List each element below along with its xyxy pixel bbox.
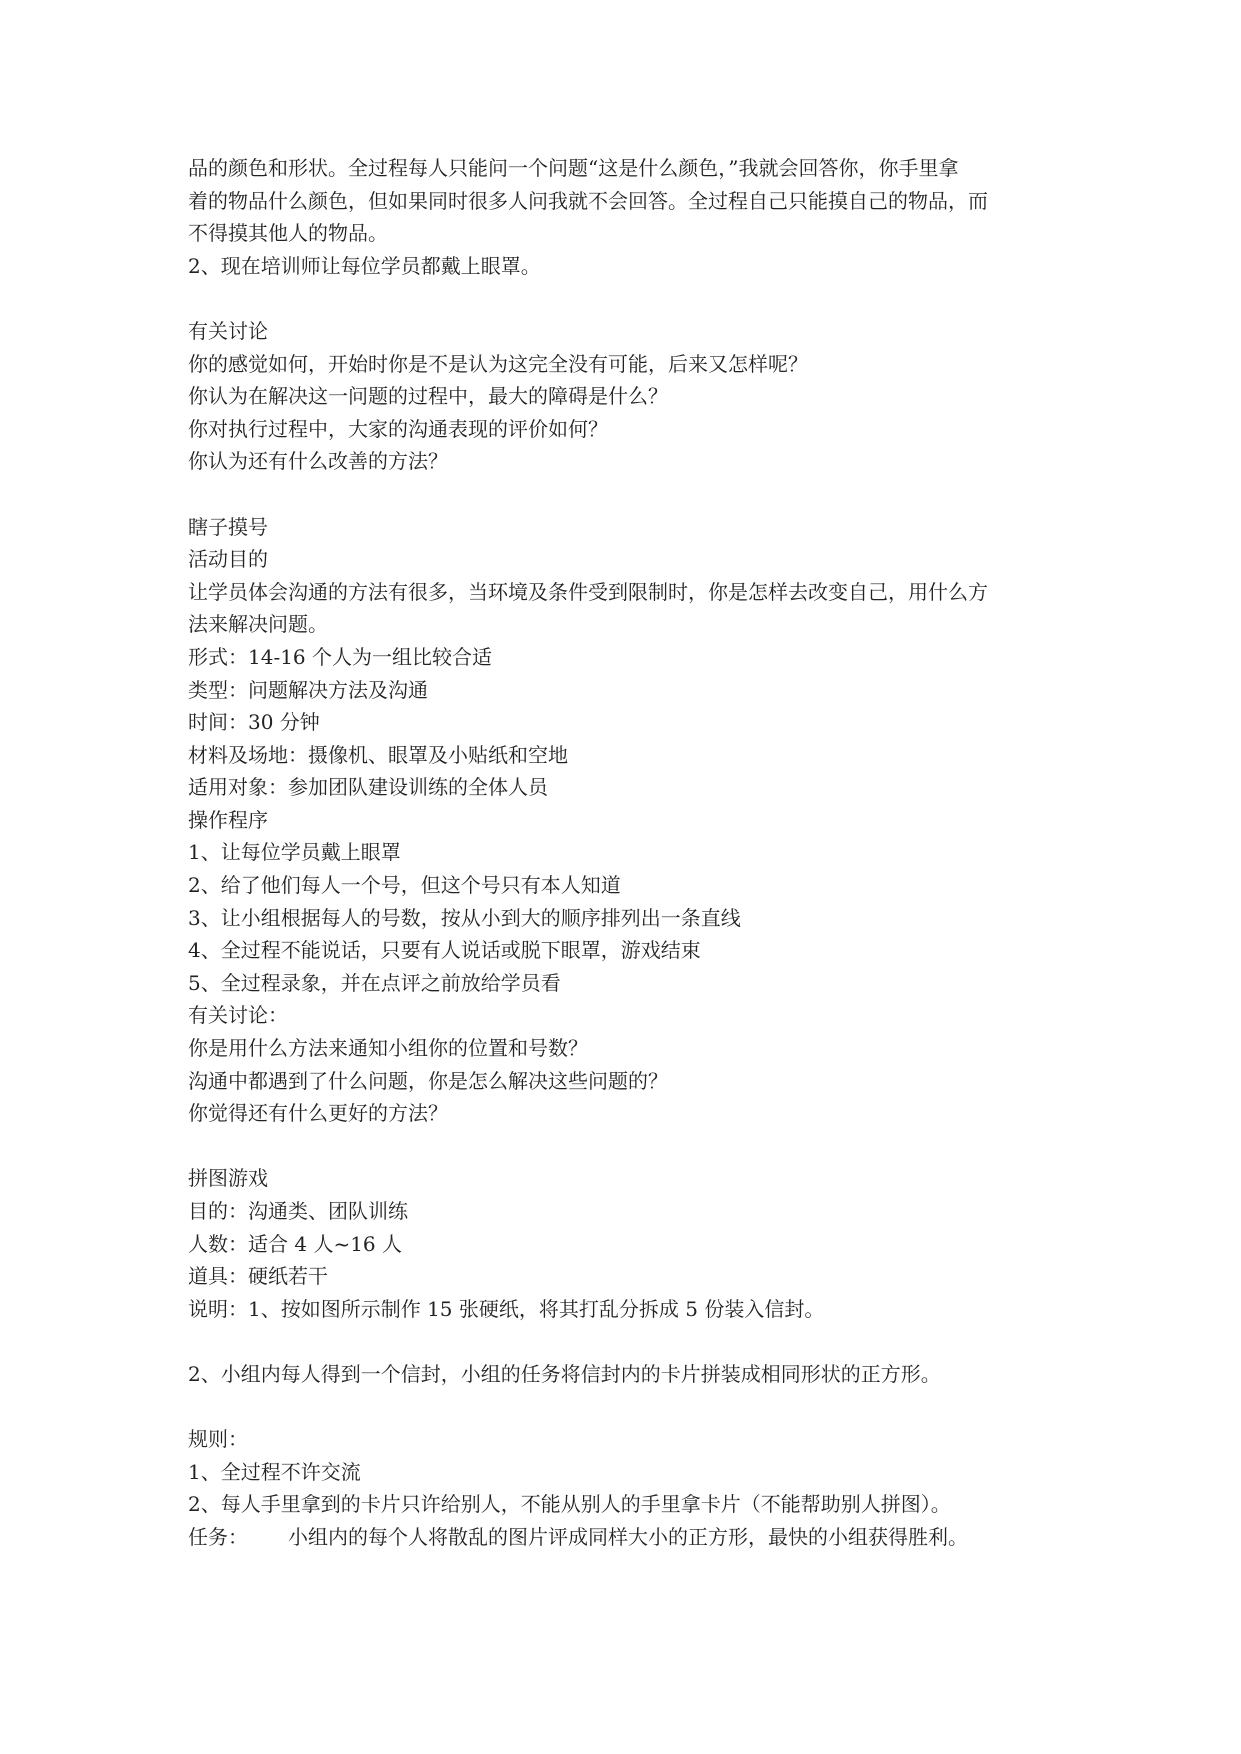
discussion-heading: 有关讨论： [188,1003,288,1028]
section-title-blind-number: 瞎子摸号 [188,514,268,539]
procedure-step: 2、给了他们每人一个号，但这个号只有本人知道 [188,873,621,898]
puzzle-people: 人数：适合 4 人~16 人 [188,1231,403,1256]
rule-item: 1、全过程不许交流 [188,1459,361,1484]
section-title-puzzle: 拼图游戏 [188,1166,268,1191]
intro-line: 不得摸其他人的物品。 [188,221,388,246]
spacer [188,478,1068,511]
puzzle-instructions: 2、小组内每人得到一个信封，小组的任务将信封内的卡片拼装成相同形状的正方形。 [188,1361,941,1386]
type-info: 类型：问题解决方法及沟通 [188,677,428,702]
discussion-question: 沟通中都遇到了什么问题，你是怎么解决这些问题的？ [188,1068,668,1093]
procedure-step: 3、让小组根据每人的号数，按从小到大的顺序排列出一条直线 [188,905,741,930]
rule-item: 2、每人手里拿到的卡片只许给别人，不能从别人的手里拿卡片（不能帮助别人拼图）。 [188,1492,951,1517]
discussion-question: 你对执行过程中，大家的沟通表现的评价如何？ [188,416,608,441]
discussion-question: 你是用什么方法来通知小组你的位置和号数？ [188,1036,588,1061]
spacer [188,1325,1068,1358]
procedure-heading: 操作程序 [188,807,268,832]
time-info: 时间：30 分钟 [188,710,320,735]
purpose-heading: 活动目的 [188,547,268,572]
document-body [188,152,1068,1554]
purpose-line: 让学员体会沟通的方法有很多，当环境及条件受到限制时，你是怎样去改变自己，用什么方 [188,579,988,604]
rules-heading: 规则： [188,1427,248,1452]
puzzle-instructions: 说明：1、按如图所示制作 15 张硬纸，将其打乱分拆成 5 份装入信封。 [188,1296,825,1321]
intro-line: 着的物品什么颜色，但如果同时很多人问我就不会回答。全过程自己只能摸自己的物品，而 [188,188,988,213]
discussion-question: 你觉得还有什么更好的方法？ [188,1101,448,1126]
discussion-heading: 有关讨论 [188,318,268,343]
form-info: 形式：14-16 个人为一组比较合适 [188,644,493,669]
task-text: 小组内的每个人将散乱的图片评成同样大小的正方形，最快的小组获得胜利。 [288,1524,968,1549]
procedure-step: 4、全过程不能说话，只要有人说话或脱下眼罩，游戏结束 [188,938,701,963]
task-label: 任务： [188,1524,248,1549]
intro-step-2: 2、现在培训师让每位学员都戴上眼罩。 [188,253,541,278]
discussion-question: 你认为还有什么改善的方法？ [188,449,448,474]
discussion-question: 你认为在解决这一问题的过程中，最大的障碍是什么？ [188,384,668,409]
puzzle-purpose: 目的：沟通类、团队训练 [188,1199,408,1223]
procedure-step: 5、全过程录象，并在点评之前放给学员看 [188,970,561,995]
intro-line: 品的颜色和形状。全过程每人只能问一个问题“这是什么颜色，”我就会回答你，你手里拿 [188,156,959,180]
spacer [188,1130,1068,1163]
spacer [188,1391,1068,1424]
puzzle-props: 道具：硬纸若干 [188,1264,328,1289]
audience-info: 适用对象：参加团队建设训练的全体人员 [188,775,548,800]
materials-info: 材料及场地：摄像机、眼罩及小贴纸和空地 [188,742,568,767]
purpose-line: 法来解决问题。 [188,612,328,637]
spacer [188,282,1068,315]
procedure-step: 1、让每位学员戴上眼罩 [188,840,401,865]
discussion-question: 你的感觉如何，开始时你是不是认为这完全没有可能，后来又怎样呢？ [188,351,808,376]
task-line [188,1521,1068,1554]
